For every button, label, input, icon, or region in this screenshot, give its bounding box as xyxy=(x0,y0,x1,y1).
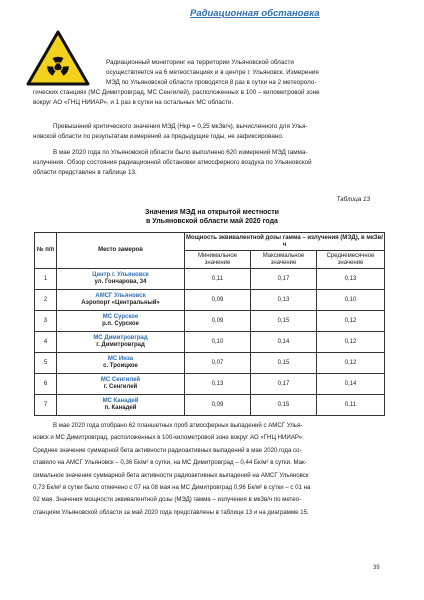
radiation-hazard-icon xyxy=(26,30,90,86)
header-min: Минимальное значение xyxy=(185,251,251,269)
threshold-paragraph xyxy=(33,122,308,142)
table-title-line-2: в Ульяновской области май 2020 года xyxy=(146,218,278,225)
station-location: с. Троицкое xyxy=(103,363,138,369)
row-max: 0,15 xyxy=(251,311,317,332)
deposition-line: В мае 2020 года отобрано 62 планшетных проб атмосферных выпадений с АМСГ Улья- xyxy=(53,422,303,429)
row-max: 0,14 xyxy=(251,332,317,353)
deposition-line: ставило на АМСГ Ульяновск – 0,36 Бк/м² в сутки, на МС Димитровград – 0,44 Бк/м² в сутки. Мак- xyxy=(33,459,307,467)
table-caption: Таблица 13 xyxy=(336,196,370,203)
station-location: г. Димитровград xyxy=(96,342,145,348)
row-place xyxy=(57,311,185,332)
row-avg: 0,13 xyxy=(317,269,385,290)
row-max: 0,15 xyxy=(251,395,317,416)
row-number: 2 xyxy=(35,290,57,311)
intro-line: гических станциях (МС Димитровград, МС Сенгилей), расположенных в 100 – километровой зоне xyxy=(33,89,320,96)
station-location: ул. Гончарова, 34 xyxy=(94,279,147,285)
intro-paragraph-rest xyxy=(33,88,320,108)
station-location: п. Канадей xyxy=(104,405,137,411)
row-number: 3 xyxy=(35,311,57,332)
intro-line: Радиационный мониторинг на территории Ульяновской области xyxy=(106,59,294,66)
header-max: Максимальное значение xyxy=(251,251,317,269)
station-name: МС Сенгилей xyxy=(100,377,141,383)
row-place xyxy=(57,332,185,353)
row-avg: 0,12 xyxy=(317,332,385,353)
measurements-line: В мае 2020 года по Ульяновской области было выполнено 620 измерений МЭД гамма- xyxy=(53,149,308,156)
table-row xyxy=(35,269,385,290)
measurements-line: области представлен в таблице 13. xyxy=(33,169,137,176)
row-avg: 0,11 xyxy=(317,395,385,416)
row-number: 7 xyxy=(35,395,57,416)
row-avg: 0,14 xyxy=(317,374,385,395)
station-name: Центр г. Ульяновск xyxy=(92,272,149,278)
intro-line: вокруг АО «ГНЦ НИИАР», и 1 раз в сутки на остальных МС области. xyxy=(33,99,234,106)
deposition-line: 0,73 Бк/м² в сутки было отмечено с 07 на 08 мая на МС Димитровград 0,96 Бк/м² в сутки – с 01 на xyxy=(33,484,311,492)
table-title-line-1: Значения МЭД на открытой местности xyxy=(145,209,279,216)
table-row xyxy=(35,290,385,311)
deposition-line: симальное значение суммарной бета активности радиоактивных выпадений на АМСГ Ульяновск xyxy=(33,471,309,479)
row-min: 0,07 xyxy=(185,353,251,374)
section-heading: Радиационная обстановка xyxy=(190,8,320,19)
measurements-line: излучения. Обзор состояния радиационной обстановки атмосферного воздуха по Ульяновской xyxy=(33,159,312,166)
intro-line: МЭД по Ульяновской области проводятся 8 раз в сутки на 2 метеороло- xyxy=(106,79,317,86)
deposition-line: новск и МС Димитровград, расположенных в 100-километровой зоне вокруг АО «ГНЦ НИИАР». xyxy=(33,434,304,442)
table-row xyxy=(35,353,385,374)
row-min: 0,09 xyxy=(185,290,251,311)
deposition-line: Среднее значение суммарной бета активности радиоактивных выпадений в мае 2020 года со- xyxy=(33,446,302,454)
row-place xyxy=(57,269,185,290)
table-row xyxy=(35,332,385,353)
station-name: МС Канадей xyxy=(102,398,139,404)
deposition-line: 02 мая. Значения мощности эквивалентной дозы (МЭД) гамма – излучения в мкЗв/ч по метео- xyxy=(33,496,302,504)
radiation-table xyxy=(34,232,385,416)
header-place: Место замеров xyxy=(57,233,185,269)
station-name: МС Сурское xyxy=(102,314,139,320)
intro-paragraph-first xyxy=(106,58,319,78)
row-avg: 0,10 xyxy=(317,290,385,311)
row-max: 0,13 xyxy=(251,290,317,311)
station-location: г. Сенгилей xyxy=(103,384,138,390)
row-max: 0,17 xyxy=(251,374,317,395)
row-number: 4 xyxy=(35,332,57,353)
row-min: 0,11 xyxy=(185,269,251,290)
table-row xyxy=(35,374,385,395)
threshold-line: Превышений критического значения МЭД (Нкр = 0,25 мкЗв/ч), вычисленного для Улья- xyxy=(53,123,308,130)
threshold-line: новской области по результатам измерений за предыдущие годы, не зафиксировано. xyxy=(33,133,284,140)
header-number: № п/п xyxy=(35,233,57,269)
row-number: 5 xyxy=(35,353,57,374)
station-name: МС Инза xyxy=(107,356,134,362)
station-name: МС Димитровград xyxy=(93,335,148,341)
row-avg: 0,12 xyxy=(317,311,385,332)
row-place xyxy=(57,353,185,374)
measurements-paragraph xyxy=(33,148,312,178)
row-number: 1 xyxy=(35,269,57,290)
row-max: 0,17 xyxy=(251,269,317,290)
table-title xyxy=(0,208,424,226)
deposition-line: станциям Ульяновской области за май 2020 года представлены в таблице 13 и на диаграмме 15. xyxy=(33,508,309,516)
intro-line: осуществляется на 6 метеостанциях и в центре г. Ульяновск. Измерения xyxy=(106,69,319,76)
deposition-paragraph xyxy=(33,420,310,519)
station-location: Аэропорт «Центральный» xyxy=(81,300,160,306)
row-place xyxy=(57,395,185,416)
row-max: 0,15 xyxy=(251,353,317,374)
page-number: 39 xyxy=(373,565,380,571)
table-row xyxy=(35,395,385,416)
intro-paragraph-cont xyxy=(106,78,316,88)
row-place xyxy=(57,290,185,311)
row-number: 6 xyxy=(35,374,57,395)
row-place xyxy=(57,374,185,395)
station-location: р.п. Сурское xyxy=(102,321,139,327)
station-name: АМСГ Ульяновск xyxy=(95,293,146,299)
row-min: 0,09 xyxy=(185,395,251,416)
table-row xyxy=(35,311,385,332)
row-min: 0,09 xyxy=(185,311,251,332)
row-min: 0,13 xyxy=(185,374,251,395)
header-dose-group: Мощность эквивалентной дозы гамма – излучения (МЭД), в мкЗв/ч xyxy=(185,233,385,251)
header-avg: Среднемесячное значение xyxy=(317,251,385,269)
row-min: 0,10 xyxy=(185,332,251,353)
row-avg: 0,12 xyxy=(317,353,385,374)
